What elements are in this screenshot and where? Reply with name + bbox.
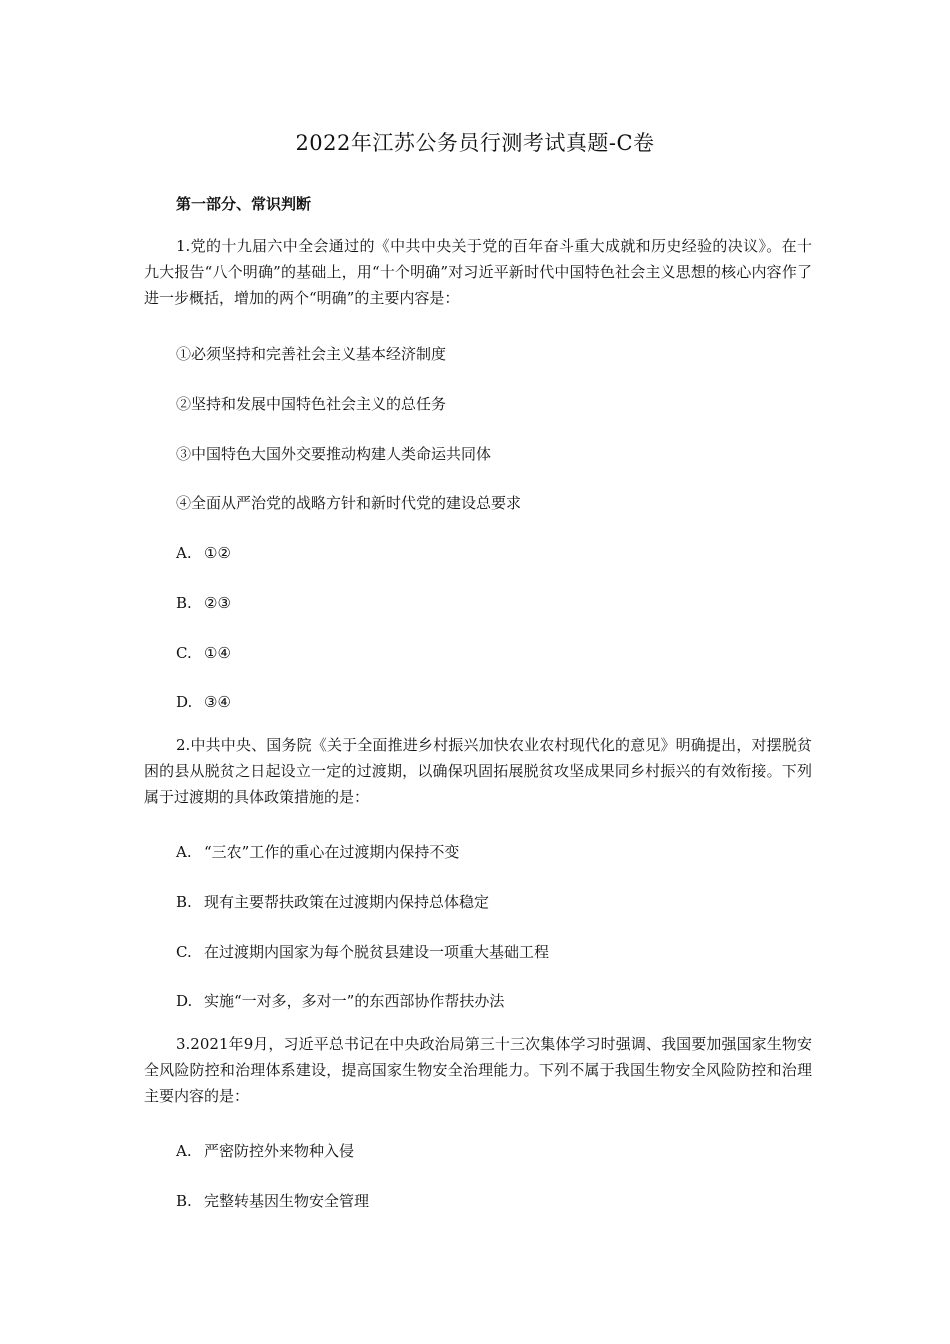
option-letter: B.	[176, 1192, 192, 1210]
question-1-item-4: ④全面从严治党的战略方针和新时代党的建设总要求	[176, 494, 522, 512]
question-2-stem: 2.中共中央、国务院《关于全面推进乡村振兴加快农业农村现代化的意见》明确提出，对摆脱贫困的县从脱贫之日起设立一定的过渡期，以确保巩固拓展脱贫攻坚成果同乡村振兴的有效衔接。下列属于过渡期的具体政策措施的是：	[144, 736, 812, 806]
option-text: 完整转基因生物安全管理	[204, 1192, 370, 1210]
option-letter: D.	[176, 693, 193, 711]
option-text: 在过渡期内国家为每个脱贫县建设一项重大基础工程	[204, 943, 550, 961]
option-letter: C.	[176, 644, 192, 662]
option-text: 严密防控外来物种入侵	[204, 1142, 355, 1160]
option-letter: C.	[176, 943, 192, 961]
question-3-stem: 3.2021年9月，习近平总书记在中央政治局第三十三次集体学习时强调、我国要加强国家生物安全风险防控和治理体系建设，提高国家生物安全治理能力。下列不属于我国生物安全风险防控和治理主要内容的是：	[144, 1035, 812, 1105]
option-text: 实施“一对多，多对一”的东西部协作帮扶办法	[204, 992, 505, 1010]
question-1-stem: 1.党的十九届六中全会通过的《中共中央关于党的百年奋斗重大成就和历史经验的决议》。在十九大报告“八个明确”的基础上，用“十个明确”对习近平新时代中国特色社会主义思想的核心内容作了进一步概括，增加的两个“明确”的主要内容是：	[144, 237, 812, 307]
option-letter: B.	[176, 594, 192, 612]
option-letter: B.	[176, 893, 192, 911]
question-1-option-a	[176, 542, 231, 564]
option-text: ②③	[204, 594, 231, 612]
question-3-option-b	[176, 1190, 369, 1212]
option-letter: A.	[176, 1142, 192, 1160]
question-1-item-2: ②坚持和发展中国特色社会主义的总任务	[176, 395, 447, 413]
question-1-item-3: ③中国特色大国外交要推动构建人类命运共同体	[176, 445, 492, 463]
option-text: ①②	[204, 544, 231, 562]
question-2-option-b	[176, 891, 489, 913]
question-1-item-1: ①必须坚持和完善社会主义基本经济制度	[176, 345, 447, 363]
section-heading: 第一部分、常识判断	[176, 195, 312, 213]
option-letter: D.	[176, 992, 193, 1010]
option-text: ①④	[204, 644, 231, 662]
option-letter: A.	[176, 843, 192, 861]
question-1-option-c	[176, 642, 231, 664]
document-title: 2022年江苏公务员行测考试真题-C卷	[295, 131, 655, 155]
question-1-option-d	[176, 691, 231, 713]
question-2-option-c	[176, 941, 549, 963]
option-text: ③④	[204, 693, 231, 711]
option-text: “三农”工作的重心在过渡期内保持不变	[204, 843, 460, 861]
question-2-option-a	[176, 841, 459, 863]
question-1-option-b	[176, 592, 231, 614]
option-letter: A.	[176, 544, 192, 562]
option-text: 现有主要帮扶政策在过渡期内保持总体稳定	[204, 893, 490, 911]
question-2-option-d	[176, 990, 504, 1012]
question-3-option-a	[176, 1140, 354, 1162]
